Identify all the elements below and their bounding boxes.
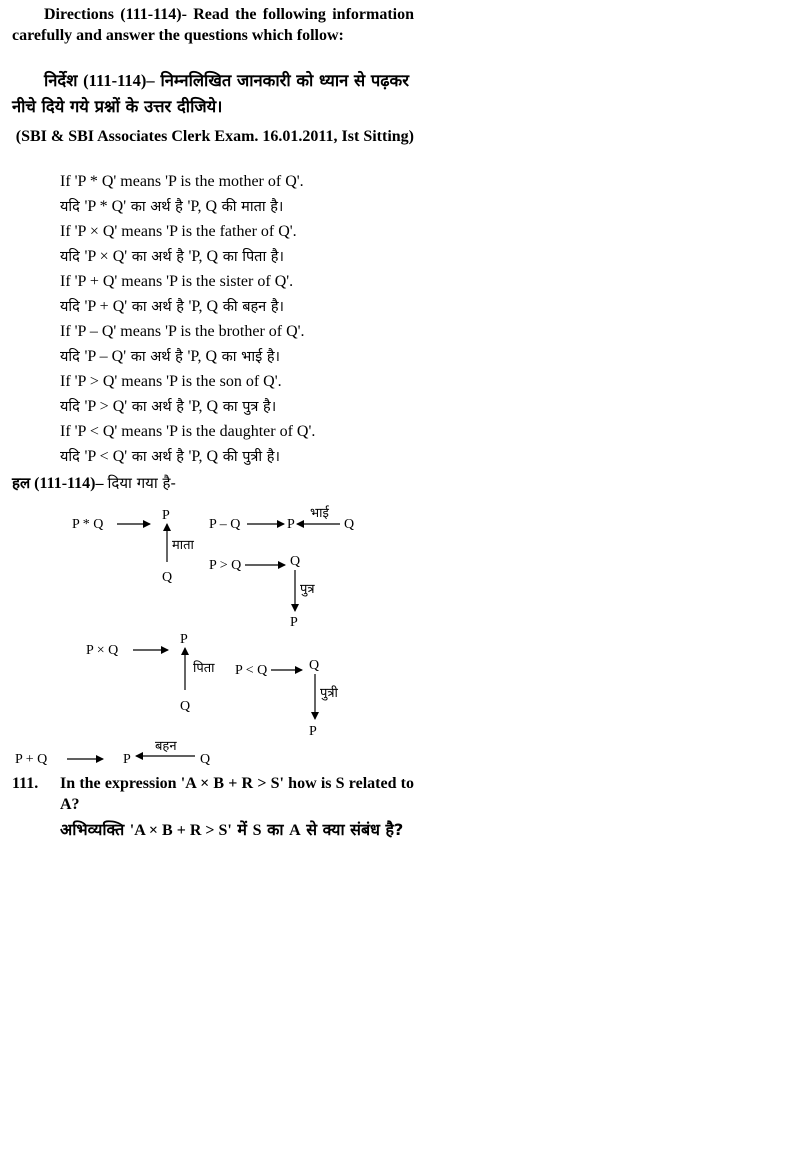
rule-hindi	[60, 444, 420, 469]
rule-english: If 'P + Q' means 'P is the sister of Q'.	[60, 273, 294, 290]
rule-hindi	[60, 294, 420, 319]
rule-hindi-post: का पिता है।	[222, 249, 285, 265]
question-english: In the expression 'A × B + R > S' how is S related to A?	[60, 775, 414, 813]
solution-heading	[12, 472, 176, 495]
rule-hindi-pq: 'P, Q	[188, 398, 219, 415]
question-hindi-s: S	[252, 822, 262, 839]
daughter-expr: P < Q	[235, 663, 268, 678]
mother-relation: माता	[172, 538, 194, 553]
rule-english: If 'P * Q' means 'P is the mother of Q'.	[60, 173, 304, 190]
rule-hindi	[60, 194, 420, 219]
rule-hindi-expr: 'P + Q'	[84, 298, 128, 315]
solution-range: (111-114)–	[34, 475, 104, 492]
question-hindi-a: A	[289, 822, 301, 839]
father-bottom: Q	[180, 699, 191, 714]
rule-hindi-post: का पुत्र है।	[222, 399, 277, 415]
exam-source: (SBI & SBI Associates Clerk Exam. 16.01.2011, Ist Sitting)	[15, 128, 414, 145]
brother-expr: P – Q	[209, 517, 241, 532]
rule-hindi-expr: 'P * Q'	[84, 198, 127, 215]
rule-hindi-expr: 'P > Q'	[84, 398, 128, 415]
directions-hindi	[12, 68, 414, 120]
daughter-top: Q	[309, 658, 320, 673]
rule-hindi-mid: का अर्थ है	[131, 399, 184, 415]
solution-given: दिया गया है-	[107, 474, 176, 492]
father-relation: पिता	[193, 661, 215, 676]
rule-hindi-expr: 'P – Q'	[84, 348, 127, 365]
brother-relation: भाई	[310, 506, 329, 521]
rule-hindi-pq: 'P, Q	[188, 448, 219, 465]
rule-hindi	[60, 244, 420, 269]
son-relation: पुत्र	[300, 582, 315, 597]
directions-hindi-range: (111-114)–	[83, 71, 155, 90]
daughter-relation: पुत्री	[320, 686, 338, 701]
sister-expr: P + Q	[15, 752, 48, 767]
rule-english: If 'P < Q' means 'P is the daughter of Q'.	[60, 423, 316, 440]
rule-hindi-pre: यदि	[60, 349, 80, 365]
rule-hindi-post: की बहन है।	[222, 299, 285, 315]
question-number: 111.	[12, 775, 39, 792]
rule-english: If 'P > Q' means 'P is the son of Q'.	[60, 373, 282, 390]
rule-hindi-pre: यदि	[60, 399, 80, 415]
rule-hindi-post: की पुत्री है।	[222, 449, 280, 465]
son-expr: P > Q	[209, 558, 242, 573]
rule-hindi-post: का भाई है।	[221, 349, 281, 365]
rule-hindi-pq: 'P, Q	[187, 348, 218, 365]
rule-hindi-pre: यदि	[60, 199, 80, 215]
sister-left: P	[123, 752, 131, 767]
rule-hindi-pq: 'P, Q	[188, 248, 219, 265]
rule-english: If 'P × Q' means 'P is the father of Q'.	[60, 223, 297, 240]
brother-right: Q	[344, 517, 355, 532]
rule-hindi-pre: यदि	[60, 299, 80, 315]
solution-label: हल	[12, 474, 31, 492]
rule-hindi	[60, 344, 420, 369]
daughter-bottom: P	[309, 724, 317, 739]
directions-english: Directions (111-114)- Read the following information carefully and answer the questions which follow:	[12, 6, 414, 44]
rule-hindi-mid: का अर्थ है	[131, 249, 184, 265]
rule-hindi-pq: 'P, Q	[187, 198, 218, 215]
rule-hindi-mid: का अर्थ है	[130, 349, 183, 365]
question-hindi	[60, 816, 416, 845]
rule-hindi-expr: 'P × Q'	[84, 248, 128, 265]
question-hindi-expr: 'A × B + R > S'	[129, 822, 232, 839]
question-hindi-pre: अभिव्यक्ति	[60, 820, 125, 839]
rule-hindi-pq: 'P, Q	[188, 298, 219, 315]
rule-hindi-pre: यदि	[60, 249, 80, 265]
rule-hindi-mid: का अर्थ है	[130, 199, 183, 215]
sister-right: Q	[200, 752, 211, 767]
question-hindi-post: से क्या संबंध है?	[306, 820, 404, 839]
father-expr: P × Q	[86, 643, 119, 658]
directions-hindi-label: निर्देश	[44, 71, 78, 90]
rule-english: If 'P – Q' means 'P is the brother of Q'.	[60, 323, 305, 340]
rule-hindi-post: की माता है।	[221, 199, 284, 215]
relation-diagram	[0, 500, 792, 770]
brother-left: P	[287, 517, 295, 532]
mother-bottom: Q	[162, 570, 173, 585]
son-bottom: P	[290, 615, 298, 630]
mother-expr: P * Q	[72, 517, 104, 532]
rule-hindi-expr: 'P < Q'	[84, 448, 128, 465]
mother-top: P	[162, 508, 170, 523]
son-top: Q	[290, 554, 301, 569]
question-hindi-mid: में	[237, 820, 247, 839]
rules-list	[60, 169, 420, 469]
rule-hindi-mid: का अर्थ है	[131, 449, 184, 465]
rule-hindi-pre: यदि	[60, 449, 80, 465]
father-top: P	[180, 632, 188, 647]
directions-hindi-text: निम्नलिखित जानकारी को ध्यान से पढ़कर नीचे दिये गये प्रश्नों के उत्तर दीजिये।	[12, 71, 409, 116]
question-hindi-ka: का	[267, 820, 284, 839]
rule-hindi	[60, 394, 420, 419]
sister-relation: बहन	[155, 739, 177, 754]
rule-hindi-mid: का अर्थ है	[131, 299, 184, 315]
